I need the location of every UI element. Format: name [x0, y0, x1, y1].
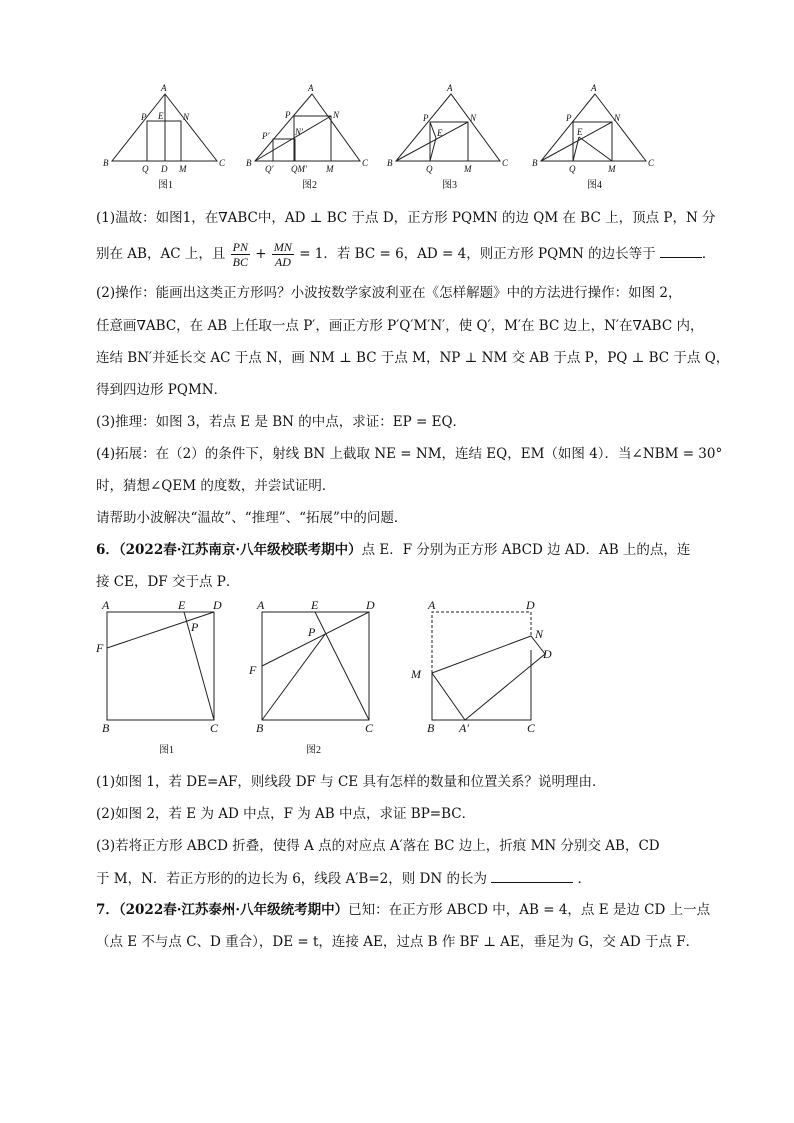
- fig1-label-c: C: [219, 158, 226, 168]
- fig4-label-c: C: [648, 158, 655, 168]
- q6-fig2-label-a: A: [257, 598, 265, 612]
- q7-line1: 7．（2022春·江苏泰州·八年级统考期中）已知：在正方形 ABCD 中，AB = 4，点 E 是边 CD 上一点: [96, 902, 711, 918]
- fig2-label-c: C: [362, 158, 369, 168]
- q6-figure-3: [432, 612, 545, 720]
- q6-part2: (2)如图 2，若 E 为 AD 中点，F 为 AB 中点，求证 BP=BC．: [96, 806, 476, 822]
- q6-fig3-label-a: A: [428, 598, 436, 612]
- fig1-label-n: N: [183, 112, 190, 122]
- q6-intro-line2: 接 CE，DF 交于点 P．: [96, 574, 240, 590]
- q6-fig2-label-b: B: [256, 721, 264, 735]
- fig2-caption: 图2: [302, 180, 317, 191]
- q5-closing: 请帮助小波解决“温故”、“推理”、“拓展”中的问题．: [96, 510, 408, 526]
- q6-fig1-label-p: P: [191, 620, 199, 634]
- q6-intro-line1: 6．（2022春·江苏南京·八年级校联考期中）点 E．F 分别为正方形 ABCD 边 AD．AB 上的点，连: [96, 542, 691, 558]
- fig1-label-p: P: [141, 112, 147, 122]
- q6-fig1-label-a: A: [102, 598, 110, 612]
- fig2-label-pprime: P′: [262, 131, 270, 141]
- figure-triangles: [95, 80, 675, 195]
- figure-4: [541, 94, 646, 161]
- q5-part3: (3)推理：如图 3，若点 E 是 BN 的中点，求证：EP = EQ．: [96, 414, 467, 430]
- fig1-label-q: Q: [142, 164, 149, 174]
- q5-part2-line3: 连结 BN′并延长交 AC 于点 N，画 NM ⊥ BC 于点 M，NP ⊥ NM 交 AB 于点 P，PQ ⊥ BC 于点 Q，: [96, 350, 730, 366]
- fig3-label-n: N: [470, 113, 477, 123]
- fraction-mn-ad: $\frac{MN}{AD}$: [273, 240, 292, 269]
- answer-blank-q5[interactable]: [660, 243, 702, 258]
- q6-fig3-label-c: C: [527, 721, 536, 735]
- q5-part1-line2: 别在 AB，AC 上，且 $\frac{PN}{BC}$ + $\frac{MN}{AD}$ = 1．若 BC = 6，AD = 4，则正方形 PQMN 的边长等于 ．: [96, 240, 716, 269]
- q6-fig1-label-e: E: [178, 598, 186, 612]
- fig3-caption: 图3: [442, 180, 457, 191]
- fig1-label-d: D: [161, 164, 168, 174]
- q6-fig1-caption: 图1: [159, 745, 174, 756]
- q5-part1-line1: (1)温故：如图1，在∇ABC中，AD ⊥ BC 于点 D，正方形 PQMN 的边 QM 在 BC 上，顶点 P，N 分: [96, 210, 716, 226]
- fig2-label-b: B: [246, 158, 252, 168]
- fig4-label-a: A: [591, 83, 597, 93]
- fig2-label-nprime: N′: [295, 127, 303, 137]
- fig2-label-m: M: [326, 164, 334, 174]
- q7-line2: （点 E 不与点 C、D 重合），DE = t，连接 AE，过点 B 作 BF ⊥ AE，垂足为 G，交 AD 于点 F．: [96, 934, 700, 950]
- fig3-label-m: M: [464, 164, 472, 174]
- fig3-label-c: C: [502, 158, 509, 168]
- figure-3: [396, 94, 500, 161]
- q6-fig3-label-d2: D: [543, 647, 552, 661]
- square-figures-svg: [95, 596, 565, 764]
- figure-squares: [95, 596, 565, 764]
- figure-1: [112, 94, 217, 161]
- fig4-label-p: P: [566, 113, 572, 123]
- q5-part2-line1: (2)操作：能画出这类正方形吗？小波按数学家波利亚在《怎样解题》中的方法进行操作：如图 2，: [96, 285, 682, 301]
- fig4-label-q: Q: [569, 164, 576, 174]
- q5-part2-line2: 任意画∇ABC，在 AB 上任取一点 P′，画正方形 P′Q′M′N′，使 Q′，M′在 BC 边上，N′在∇ABC 内，: [96, 318, 704, 334]
- fig3-label-q: Q: [426, 164, 433, 174]
- fig4-label-e: E: [577, 127, 583, 137]
- q6-figure-2: [262, 612, 369, 720]
- fig1-label-a: A: [161, 83, 167, 93]
- fig3-label-b: B: [387, 158, 393, 168]
- q6-part1: (1)如图 1，若 DE=AF，则线段 DF 与 CE 具有怎样的数量和位置关系？说明理由．: [96, 774, 606, 790]
- q6-fig3-label-n: N: [535, 627, 544, 641]
- q6-part3-line1: (3)若将正方形 ABCD 折叠，使得 A 点的对应点 A′落在 BC 边上，折痕 MN 分别交 AB，CD: [96, 838, 660, 854]
- figure-2: [255, 94, 360, 161]
- q5-part4-line1: (4)拓展：在（2）的条件下，射线 BN 上截取 NE = NM，连结 EQ，EM（如图 4）．当∠NBM = 30°: [96, 446, 723, 462]
- q6-fig1-label-b: B: [102, 721, 110, 735]
- q6-fig2-label-f: F: [249, 663, 257, 677]
- q6-fig1-label-d: D: [213, 598, 222, 612]
- fig3-label-e: E: [437, 128, 443, 138]
- fig1-caption: 图1: [158, 180, 173, 191]
- fig2-label-n: N: [333, 110, 340, 120]
- fig2-label-p: P: [285, 110, 291, 120]
- fig2-label-a: A: [308, 83, 314, 93]
- triangle-figures-svg: [95, 80, 675, 195]
- answer-blank-q6[interactable]: [491, 868, 573, 883]
- fig2-label-qmprime: QM′: [291, 164, 307, 174]
- q6-fig3-label-b: B: [427, 721, 435, 735]
- q6-fig2-caption: 图2: [306, 745, 321, 756]
- fig4-label-b: B: [532, 158, 538, 168]
- fig1-label-e: E: [158, 111, 164, 121]
- q6-fig2-label-d: D: [366, 598, 375, 612]
- fig4-caption: 图4: [587, 180, 602, 191]
- q6-fig3-label-aprime: A′: [459, 721, 469, 735]
- fig1-label-b: B: [103, 158, 109, 168]
- q6-part3-line2: 于 M，N．若正方形的的边长为 6，线段 A′B=2，则 DN 的长为 ．: [96, 868, 591, 889]
- fig3-label-a: A: [447, 83, 453, 93]
- fig4-label-n: N: [614, 113, 621, 123]
- q6-fig3-label-d: D: [526, 598, 535, 612]
- q6-fig3-label-m: M: [411, 667, 421, 681]
- q5-part4-line2: 时，猜想∠QEM 的度数，并尝试证明．: [96, 478, 336, 494]
- q6-fig2-label-p: P: [308, 625, 316, 639]
- q5-part2-line4: 得到四边形 PQMN．: [96, 382, 228, 398]
- q6-fig2-label-e: E: [311, 598, 319, 612]
- fig1-label-m: M: [179, 164, 187, 174]
- q6-fig1-label-c: C: [210, 721, 219, 735]
- fraction-pn-bc: $\frac{PN}{BC}$: [232, 240, 248, 269]
- q6-fig1-label-f: F: [96, 641, 104, 655]
- q6-fig2-label-c: C: [365, 721, 374, 735]
- fig4-label-m: M: [608, 164, 616, 174]
- fig3-label-p: P: [423, 113, 429, 123]
- fig2-label-qprime: Q′: [265, 164, 274, 174]
